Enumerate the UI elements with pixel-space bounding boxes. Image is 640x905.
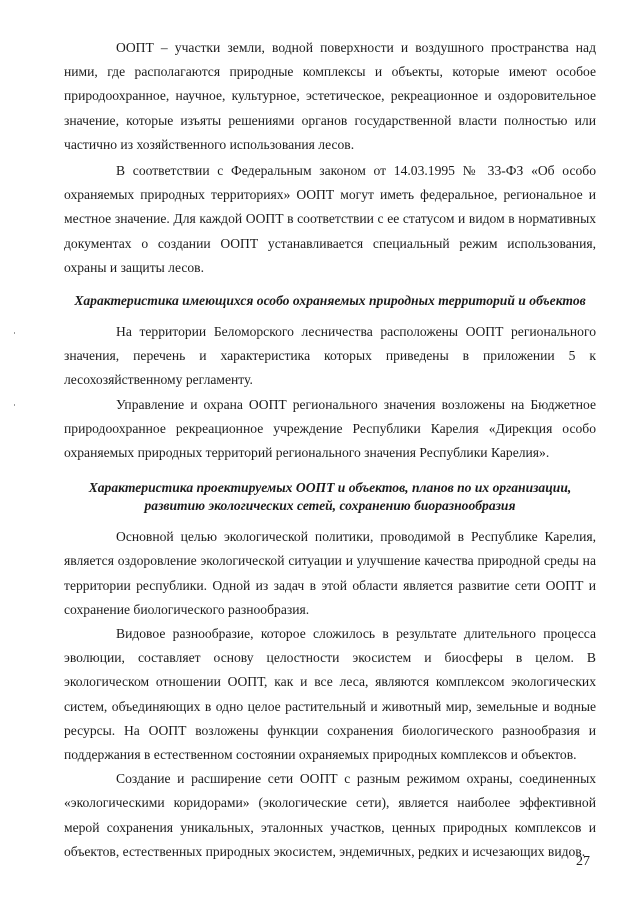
section-heading-planned-oopt-line-2: развитию экологических сетей, сохранению биоразнообразия [144, 498, 516, 514]
scan-artifact-mark [14, 332, 15, 334]
section-heading-planned-oopt-line-1: Характеристика проектируемых ООПТ и объектов, планов по их организации, [88, 480, 572, 496]
scan-artifact-mark [14, 404, 15, 406]
section-heading-planned-oopt [64, 479, 596, 515]
paragraph-federal-law: В соответствии с Федеральным законом от 14.03.1995 № 33-ФЗ «Об особо охраняемых природных территориях» ООПТ могут иметь федеральное, региональное и местное значение. Для каждой ООПТ в соответствии с ее статусом и видом в нормативных документах о создании ООПТ устанавливается специальный режим использования, охраны и защиты лесов. [64, 163, 596, 275]
paragraph-species-diversity: Видовое разнообразие, которое сложилось в результате длительного процесса эволюции, составляет основу целостности экосистем и биосферы в целом. В экологическом отношении ООПТ, как и все леса, являются комплексом экологических систем, объединяющих в одно целое растительный и животный мир, земельные и водные ресурсы. На ООПТ возложены функции сохранения биологического разнообразия и поддержания в естественном состоянии охраняемых природных комплексов и объектов. [64, 626, 596, 763]
document-body [64, 36, 596, 864]
section-heading-existing-oopt: Характеристика имеющихся особо охраняемых природных территорий и объектов [74, 293, 586, 309]
page-number: 27 [576, 854, 590, 869]
paragraph-management: Управление и охрана ООПТ регионального значения возложены на Бюджетное природоохранное рекреационное учреждение Республики Карелия «Дирекция особо охраняемых природных территорий регионального значения Республики Карелия». [64, 396, 596, 461]
paragraph-oopt-definition: ООПТ – участки земли, водной поверхности и воздушного пространства над ними, где располагаются природные комплексы и объекты, которые имеют особое природоохранное, научное, культурное, эстетическое, рекреационное и оздоровительное значение, которые изъяты решениями органов государственной власти полностью или частично из хозяйственного использования лесов. [64, 40, 596, 152]
paragraph-belomorsk-forestry: На территории Беломорского лесничества расположены ООПТ регионального значения, перечень и характеристика которых приведены в приложении 5 к лесохозяйственному регламенту. [64, 324, 596, 388]
paragraph-ecological-policy: Основной целью экологической политики, проводимой в Республике Карелия, является оздоровление экологической ситуации и улучшение качества природной среды на территории республики. Одной из задач в этой области является развитие сети ООПТ и сохранение биологического разнообразия. [64, 529, 596, 617]
paragraph-network-expansion: Создание и расширение сети ООПТ с разным режимом охраны, соединенных «экологическими коридорами» (экологические сети), является наиболее эффективной мерой сохранения уникальных, эталонных участков, ценных природных комплексов и объектов, естественных природных экосистем, эндемичных, редких и исчезающих видов. [64, 771, 596, 859]
